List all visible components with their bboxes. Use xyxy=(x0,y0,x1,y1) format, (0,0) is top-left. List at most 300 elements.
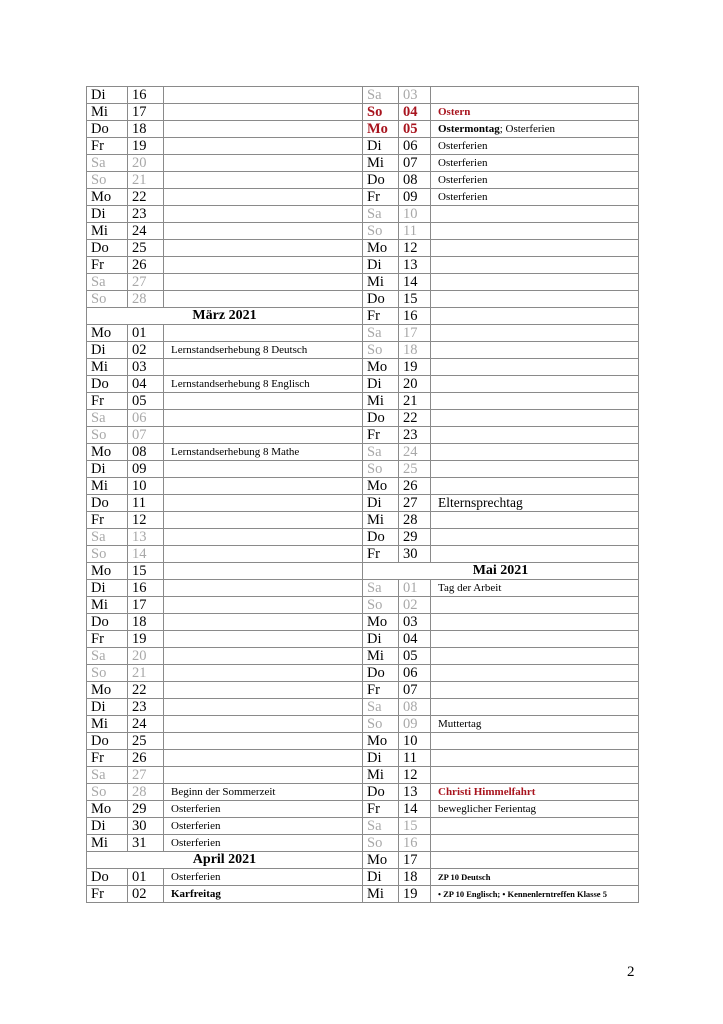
weekday-cell: Fr xyxy=(363,682,399,699)
date-cell: 06 xyxy=(128,410,164,427)
calendar-row xyxy=(87,869,639,886)
date-cell: 16 xyxy=(128,87,164,104)
event-cell xyxy=(431,648,639,665)
event-cell xyxy=(164,461,363,478)
date-cell: 30 xyxy=(128,818,164,835)
date-cell: 02 xyxy=(399,597,431,614)
date-cell: 21 xyxy=(128,172,164,189)
event-cell xyxy=(431,359,639,376)
weekday-cell: Di xyxy=(363,495,399,512)
event-cell xyxy=(431,427,639,444)
event-cell xyxy=(164,801,363,818)
event-text: Tag der Arbeit xyxy=(438,582,502,594)
date-cell: 28 xyxy=(128,784,164,801)
event-cell xyxy=(164,597,363,614)
date-cell: 19 xyxy=(399,359,431,376)
calendar-row xyxy=(87,325,639,342)
weekday-cell: Sa xyxy=(87,274,128,291)
event-text: Osterferien xyxy=(438,157,488,169)
calendar-row xyxy=(87,495,639,512)
calendar-row xyxy=(87,750,639,767)
event-cell xyxy=(164,648,363,665)
date-cell: 25 xyxy=(128,240,164,257)
event-cell xyxy=(164,274,363,291)
date-cell: 23 xyxy=(128,699,164,716)
date-cell: 22 xyxy=(399,410,431,427)
date-cell: 18 xyxy=(128,121,164,138)
weekday-cell: Di xyxy=(363,376,399,393)
event-cell xyxy=(431,87,639,104)
event-cell xyxy=(431,155,639,172)
date-cell: 15 xyxy=(399,818,431,835)
date-cell: 06 xyxy=(399,138,431,155)
calendar-row xyxy=(87,614,639,631)
calendar-row xyxy=(87,274,639,291)
date-cell: 04 xyxy=(399,631,431,648)
weekday-cell: Do xyxy=(87,376,128,393)
event-cell xyxy=(164,784,363,801)
event-cell xyxy=(164,614,363,631)
date-cell: 27 xyxy=(128,767,164,784)
weekday-cell: So xyxy=(87,172,128,189)
event-cell xyxy=(431,189,639,206)
event-cell xyxy=(164,291,363,308)
date-cell: 16 xyxy=(399,835,431,852)
weekday-cell: Di xyxy=(363,257,399,274)
date-cell: 01 xyxy=(128,325,164,342)
event-cell xyxy=(164,546,363,563)
event-text: Osterferien xyxy=(171,871,221,883)
calendar-row xyxy=(87,699,639,716)
weekday-cell: Mi xyxy=(87,597,128,614)
date-cell: 08 xyxy=(128,444,164,461)
weekday-cell: Do xyxy=(87,121,128,138)
weekday-cell: Fr xyxy=(363,189,399,206)
event-text: Beginn der Sommerzeit xyxy=(171,786,276,798)
event-cell xyxy=(431,274,639,291)
date-cell: 24 xyxy=(128,716,164,733)
calendar-row xyxy=(87,308,639,325)
calendar-row xyxy=(87,359,639,376)
weekday-cell: Mo xyxy=(363,852,399,869)
event-text: Osterferien xyxy=(438,140,488,152)
date-cell: 10 xyxy=(399,206,431,223)
weekday-cell: Do xyxy=(87,733,128,750)
weekday-cell: Di xyxy=(363,750,399,767)
event-cell xyxy=(431,597,639,614)
date-cell: 21 xyxy=(399,393,431,410)
calendar-row xyxy=(87,529,639,546)
date-cell: 03 xyxy=(128,359,164,376)
date-cell: 24 xyxy=(399,444,431,461)
date-cell: 20 xyxy=(128,155,164,172)
calendar-row xyxy=(87,342,639,359)
date-cell: 17 xyxy=(399,852,431,869)
weekday-cell: Mo xyxy=(87,682,128,699)
calendar-body xyxy=(87,87,639,903)
date-cell: 20 xyxy=(399,376,431,393)
weekday-cell: Sa xyxy=(363,699,399,716)
date-cell: 13 xyxy=(399,257,431,274)
month-header: März 2021 xyxy=(87,308,363,325)
event-cell xyxy=(431,121,639,138)
calendar-table xyxy=(86,86,639,903)
event-cell xyxy=(431,257,639,274)
event-text: Osterferien xyxy=(438,191,488,203)
weekday-cell: Mo xyxy=(363,614,399,631)
date-cell: 08 xyxy=(399,172,431,189)
calendar-row xyxy=(87,172,639,189)
event-cell xyxy=(164,87,363,104)
date-cell: 24 xyxy=(128,223,164,240)
event-text: Lernstandserhebung 8 Deutsch xyxy=(171,344,308,356)
weekday-cell: So xyxy=(363,342,399,359)
calendar-row xyxy=(87,104,639,121)
weekday-cell: Mi xyxy=(87,716,128,733)
calendar-row xyxy=(87,716,639,733)
calendar-row xyxy=(87,87,639,104)
weekday-cell: Sa xyxy=(87,767,128,784)
weekday-cell: Mo xyxy=(363,478,399,495)
calendar-row xyxy=(87,648,639,665)
date-cell: 13 xyxy=(399,784,431,801)
date-cell: 16 xyxy=(399,308,431,325)
date-cell: 28 xyxy=(399,512,431,529)
event-cell xyxy=(431,767,639,784)
page-number: 2 xyxy=(627,964,635,980)
date-cell: 18 xyxy=(128,614,164,631)
weekday-cell: Di xyxy=(87,87,128,104)
date-cell: 16 xyxy=(128,580,164,597)
calendar-row xyxy=(87,835,639,852)
event-cell xyxy=(431,529,639,546)
event-text: Osterferien xyxy=(171,820,221,832)
weekday-cell: Sa xyxy=(363,325,399,342)
event-cell xyxy=(431,546,639,563)
date-cell: 09 xyxy=(399,716,431,733)
calendar-row xyxy=(87,733,639,750)
event-cell xyxy=(164,665,363,682)
date-cell: 31 xyxy=(128,835,164,852)
event-cell xyxy=(431,665,639,682)
weekday-cell: Fr xyxy=(87,886,128,903)
event-cell xyxy=(431,818,639,835)
weekday-cell: Sa xyxy=(87,648,128,665)
weekday-cell: Sa xyxy=(87,529,128,546)
date-cell: 23 xyxy=(399,427,431,444)
date-cell: 07 xyxy=(128,427,164,444)
date-cell: 26 xyxy=(128,750,164,767)
date-cell: 22 xyxy=(128,682,164,699)
weekday-cell: Do xyxy=(87,240,128,257)
event-cell xyxy=(164,767,363,784)
weekday-cell: Mo xyxy=(363,240,399,257)
date-cell: 29 xyxy=(128,801,164,818)
weekday-cell: So xyxy=(363,716,399,733)
weekday-cell: So xyxy=(87,291,128,308)
calendar-row xyxy=(87,631,639,648)
event-cell xyxy=(431,206,639,223)
weekday-cell: So xyxy=(87,546,128,563)
weekday-cell: Mi xyxy=(87,223,128,240)
date-cell: 05 xyxy=(128,393,164,410)
event-cell xyxy=(164,155,363,172)
date-cell: 30 xyxy=(399,546,431,563)
weekday-cell: Fr xyxy=(87,750,128,767)
calendar-row xyxy=(87,818,639,835)
weekday-cell: Mo xyxy=(87,325,128,342)
calendar-row xyxy=(87,155,639,172)
event-text: Lernstandserhebung 8 Mathe xyxy=(171,446,300,458)
date-cell: 05 xyxy=(399,121,431,138)
date-cell: 27 xyxy=(128,274,164,291)
event-cell xyxy=(164,716,363,733)
calendar-row xyxy=(87,206,639,223)
weekday-cell: Mo xyxy=(87,801,128,818)
event-text: Osterferien xyxy=(171,837,221,849)
event-cell xyxy=(431,699,639,716)
event-cell xyxy=(431,104,639,121)
event-cell xyxy=(164,733,363,750)
calendar-row xyxy=(87,767,639,784)
event-cell xyxy=(431,325,639,342)
weekday-cell: Di xyxy=(87,818,128,835)
event-text: Elternsprechtag xyxy=(438,495,523,510)
event-cell xyxy=(431,784,639,801)
event-cell xyxy=(431,172,639,189)
event-cell xyxy=(164,631,363,648)
event-title-bold: Ostermontag xyxy=(438,123,500,135)
date-cell: 20 xyxy=(128,648,164,665)
weekday-cell: Fr xyxy=(363,308,399,325)
event-cell xyxy=(164,869,363,886)
weekday-cell: So xyxy=(363,597,399,614)
event-cell xyxy=(164,529,363,546)
date-cell: 17 xyxy=(128,104,164,121)
month-header: Mai 2021 xyxy=(363,563,639,580)
event-text: Osterferien xyxy=(171,803,221,815)
weekday-cell: Mi xyxy=(87,104,128,121)
calendar-row xyxy=(87,784,639,801)
event-cell xyxy=(431,376,639,393)
date-cell: 19 xyxy=(128,631,164,648)
calendar-row xyxy=(87,546,639,563)
date-cell: 19 xyxy=(399,886,431,903)
date-cell: 13 xyxy=(128,529,164,546)
weekday-cell: Fr xyxy=(87,138,128,155)
event-cell xyxy=(164,478,363,495)
event-cell xyxy=(164,393,363,410)
weekday-cell: Di xyxy=(363,631,399,648)
event-cell xyxy=(164,138,363,155)
date-cell: 06 xyxy=(399,665,431,682)
date-cell: 22 xyxy=(128,189,164,206)
weekday-cell: Do xyxy=(363,665,399,682)
date-cell: 27 xyxy=(399,495,431,512)
event-cell xyxy=(431,478,639,495)
calendar-row xyxy=(87,393,639,410)
event-cell xyxy=(431,461,639,478)
event-cell xyxy=(164,886,363,903)
event-cell xyxy=(164,223,363,240)
date-cell: 01 xyxy=(399,580,431,597)
event-cell xyxy=(431,869,639,886)
weekday-cell: Mi xyxy=(363,886,399,903)
weekday-cell: Do xyxy=(363,291,399,308)
date-cell: 11 xyxy=(399,750,431,767)
calendar-row xyxy=(87,886,639,903)
weekday-cell: Mo xyxy=(363,359,399,376)
event-cell xyxy=(164,699,363,716)
weekday-cell: Fr xyxy=(363,427,399,444)
weekday-cell: Di xyxy=(87,580,128,597)
event-cell xyxy=(164,376,363,393)
month-header: April 2021 xyxy=(87,852,363,869)
weekday-cell: Do xyxy=(87,869,128,886)
date-cell: 14 xyxy=(399,274,431,291)
date-cell: 19 xyxy=(128,138,164,155)
date-cell: 18 xyxy=(399,869,431,886)
calendar-row xyxy=(87,563,639,580)
weekday-cell: So xyxy=(87,784,128,801)
date-cell: 23 xyxy=(128,206,164,223)
weekday-cell: Mo xyxy=(363,121,399,138)
date-cell: 17 xyxy=(128,597,164,614)
event-cell xyxy=(431,393,639,410)
event-cell xyxy=(431,886,639,903)
calendar-row xyxy=(87,597,639,614)
event-cell xyxy=(164,750,363,767)
event-cell xyxy=(431,223,639,240)
date-cell: 15 xyxy=(399,291,431,308)
event-cell xyxy=(431,512,639,529)
weekday-cell: Sa xyxy=(363,87,399,104)
weekday-cell: Do xyxy=(87,495,128,512)
weekday-cell: Sa xyxy=(87,155,128,172)
weekday-cell: Di xyxy=(87,699,128,716)
weekday-cell: Mi xyxy=(363,274,399,291)
event-text: Ostern xyxy=(438,106,471,118)
date-cell: 09 xyxy=(128,461,164,478)
weekday-cell: So xyxy=(87,427,128,444)
weekday-cell: So xyxy=(87,665,128,682)
date-cell: 25 xyxy=(128,733,164,750)
calendar-row xyxy=(87,138,639,155)
event-cell xyxy=(164,359,363,376)
date-cell: 15 xyxy=(128,563,164,580)
event-text: Christi Himmelfahrt xyxy=(438,786,536,798)
event-text: ZP 10 Deutsch xyxy=(438,872,491,882)
date-cell: 12 xyxy=(399,767,431,784)
calendar-row xyxy=(87,427,639,444)
calendar-row xyxy=(87,852,639,869)
weekday-cell: Fr xyxy=(87,512,128,529)
weekday-cell: Sa xyxy=(363,206,399,223)
weekday-cell: Di xyxy=(363,138,399,155)
event-cell xyxy=(431,495,639,512)
event-cell xyxy=(164,512,363,529)
weekday-cell: Sa xyxy=(87,410,128,427)
event-text: Karfreitag xyxy=(171,888,221,900)
event-cell xyxy=(431,801,639,818)
date-cell: 14 xyxy=(399,801,431,818)
date-cell: 25 xyxy=(399,461,431,478)
calendar-row xyxy=(87,223,639,240)
weekday-cell: Mo xyxy=(363,733,399,750)
event-cell xyxy=(164,104,363,121)
event-cell xyxy=(164,563,363,580)
weekday-cell: Mo xyxy=(87,444,128,461)
event-cell xyxy=(431,240,639,257)
weekday-cell: Mi xyxy=(363,767,399,784)
weekday-cell: Fr xyxy=(363,546,399,563)
calendar-row xyxy=(87,801,639,818)
date-cell: 29 xyxy=(399,529,431,546)
event-text: • ZP 10 Englisch; • Kennenlerntreffen Klasse 5 xyxy=(438,889,607,899)
weekday-cell: Fr xyxy=(87,257,128,274)
date-cell: 07 xyxy=(399,155,431,172)
calendar-row xyxy=(87,665,639,682)
weekday-cell: Mi xyxy=(87,478,128,495)
event-cell xyxy=(164,682,363,699)
weekday-cell: Mi xyxy=(363,648,399,665)
date-cell: 26 xyxy=(128,257,164,274)
date-cell: 08 xyxy=(399,699,431,716)
date-cell: 11 xyxy=(128,495,164,512)
date-cell: 18 xyxy=(399,342,431,359)
weekday-cell: Do xyxy=(363,410,399,427)
event-cell xyxy=(431,291,639,308)
date-cell: 17 xyxy=(399,325,431,342)
event-cell xyxy=(164,342,363,359)
calendar-row xyxy=(87,512,639,529)
event-text: Lernstandserhebung 8 Englisch xyxy=(171,378,310,390)
weekday-cell: Mo xyxy=(87,563,128,580)
weekday-cell: Do xyxy=(363,172,399,189)
weekday-cell: So xyxy=(363,835,399,852)
event-cell xyxy=(164,495,363,512)
event-cell xyxy=(431,444,639,461)
weekday-cell: Di xyxy=(87,461,128,478)
weekday-cell: Di xyxy=(87,206,128,223)
event-cell xyxy=(164,818,363,835)
event-cell xyxy=(431,682,639,699)
event-cell xyxy=(164,444,363,461)
event-cell xyxy=(431,614,639,631)
weekday-cell: Fr xyxy=(87,393,128,410)
date-cell: 02 xyxy=(128,342,164,359)
date-cell: 21 xyxy=(128,665,164,682)
date-cell: 28 xyxy=(128,291,164,308)
event-cell xyxy=(431,835,639,852)
event-cell xyxy=(164,427,363,444)
weekday-cell: Mi xyxy=(87,359,128,376)
weekday-cell: Mo xyxy=(87,189,128,206)
date-cell: 26 xyxy=(399,478,431,495)
calendar-row xyxy=(87,444,639,461)
event-cell xyxy=(164,410,363,427)
weekday-cell: Mi xyxy=(363,512,399,529)
event-cell xyxy=(164,172,363,189)
event-cell xyxy=(164,206,363,223)
calendar-row xyxy=(87,376,639,393)
weekday-cell: Sa xyxy=(363,444,399,461)
weekday-cell: Mi xyxy=(363,393,399,410)
date-cell: 12 xyxy=(399,240,431,257)
weekday-cell: Di xyxy=(87,342,128,359)
event-cell xyxy=(431,410,639,427)
event-cell xyxy=(164,835,363,852)
